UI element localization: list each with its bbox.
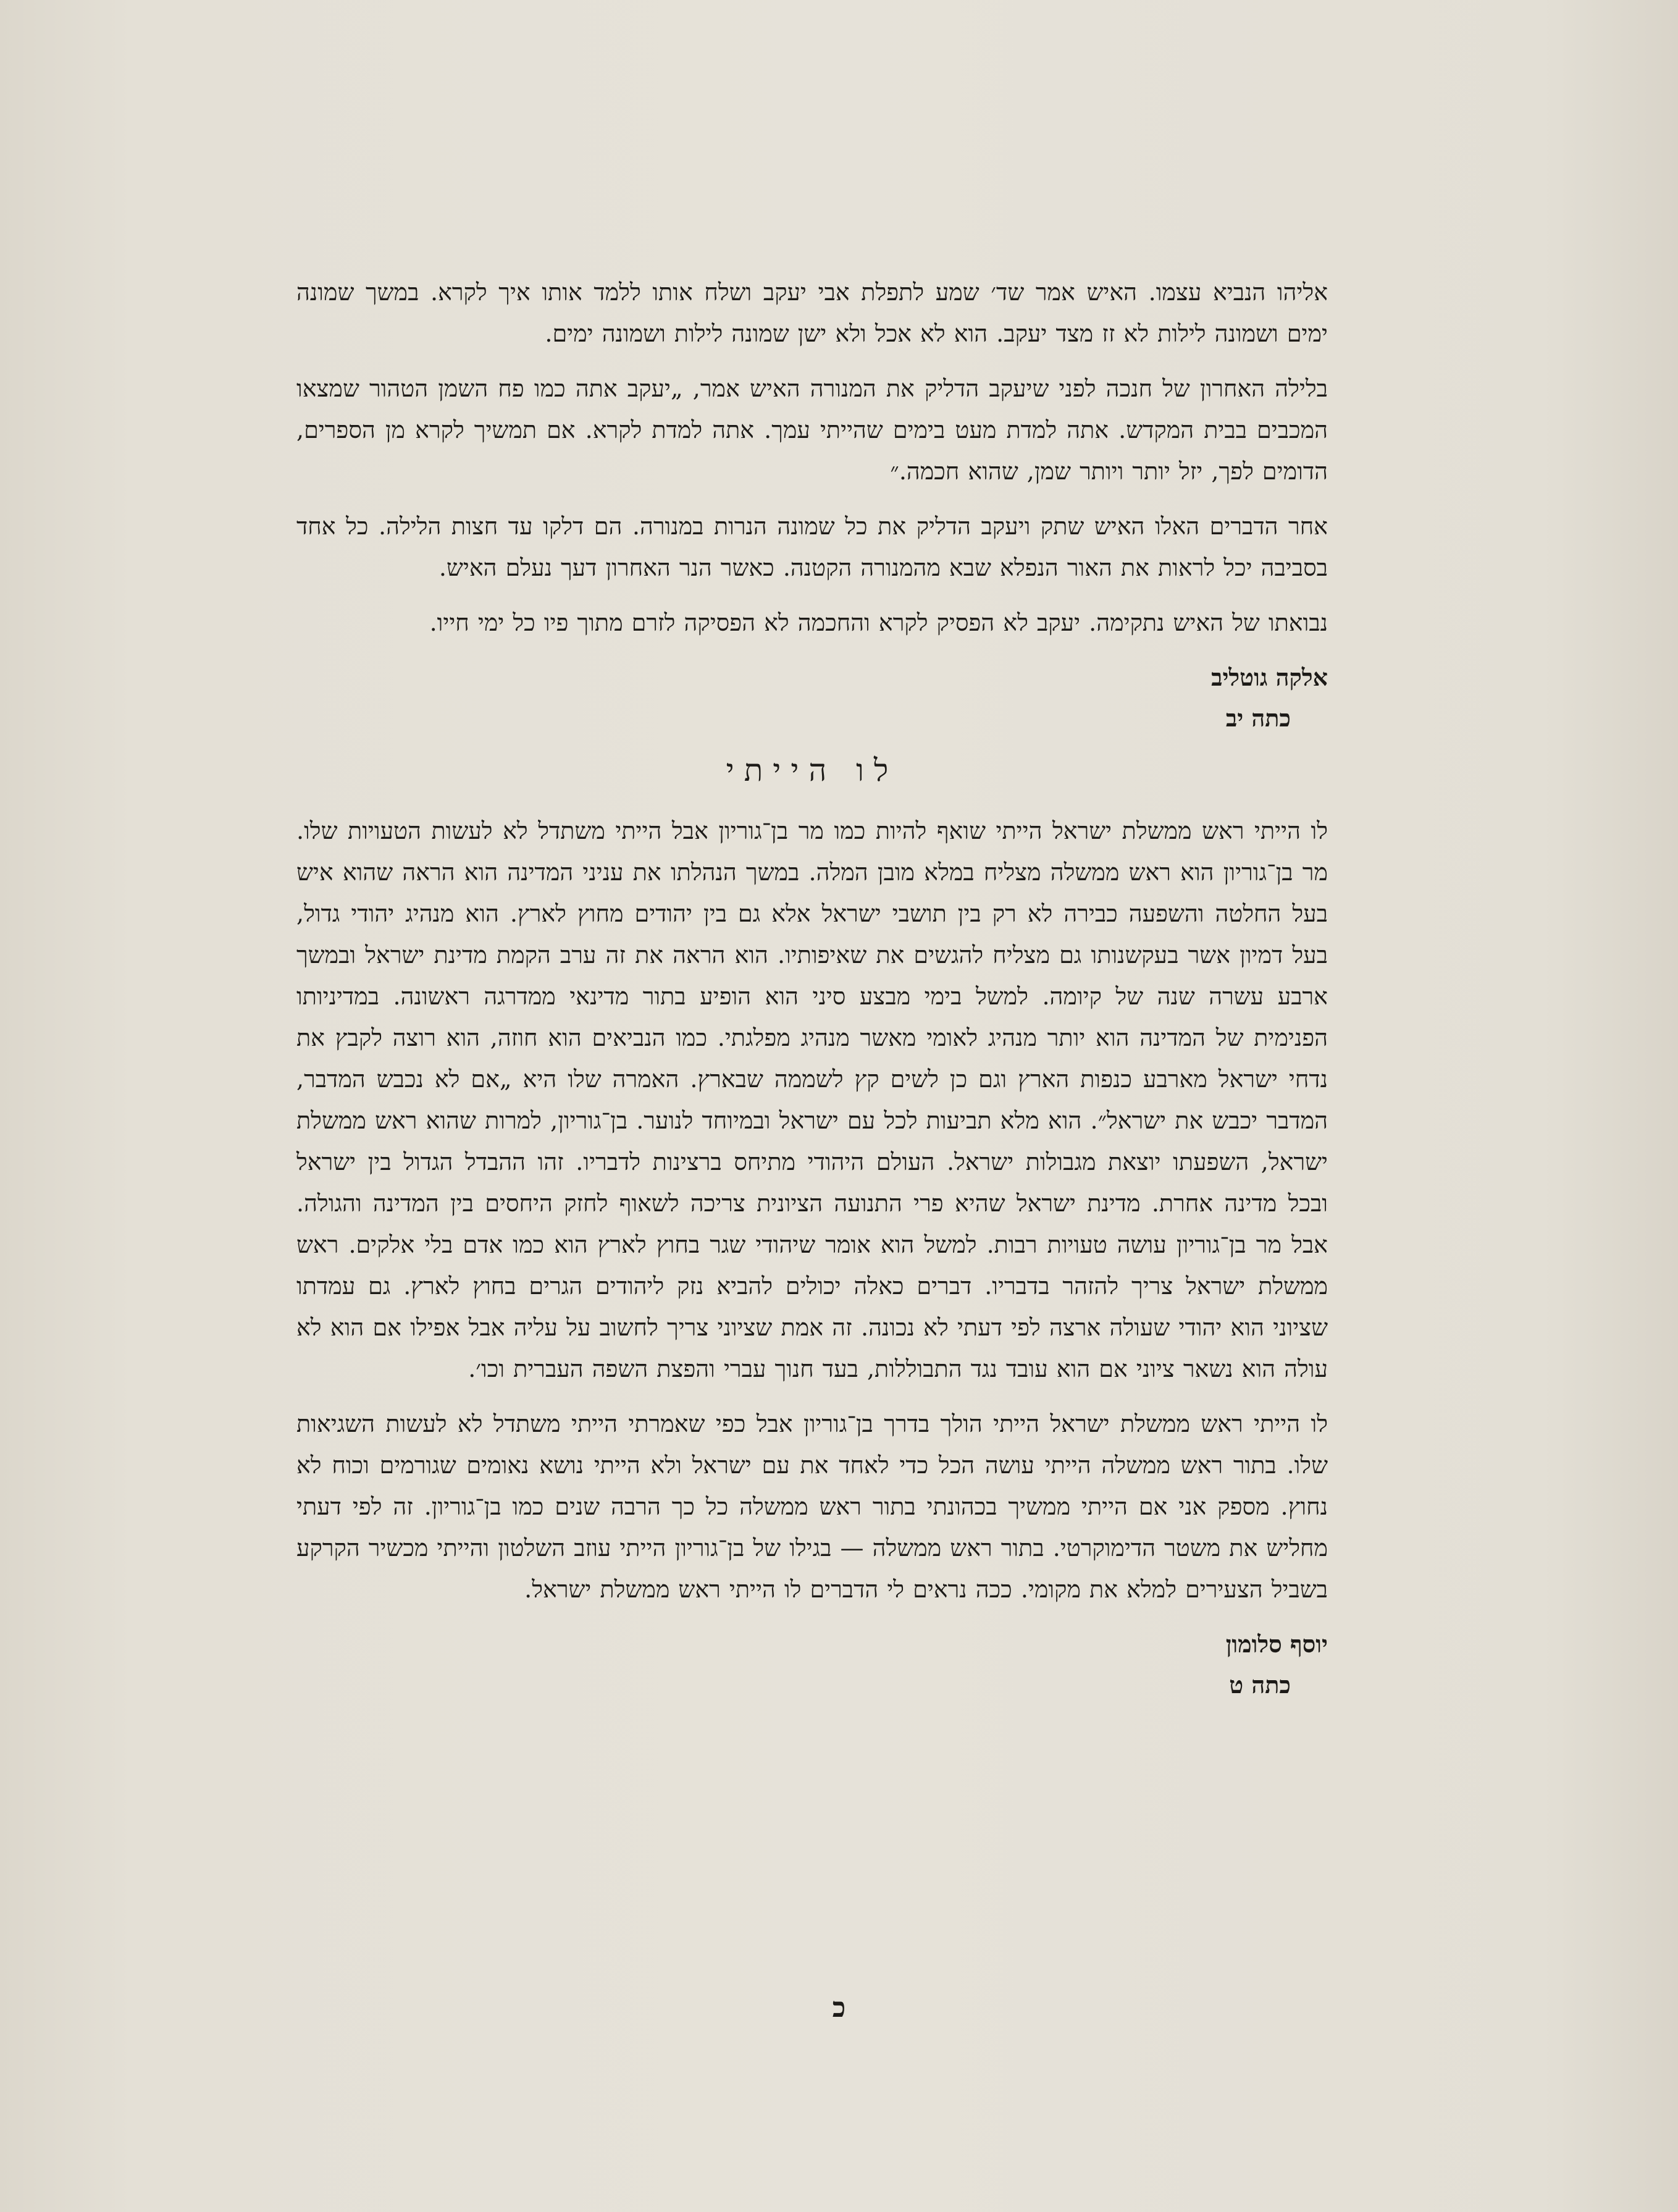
author-class: כתה ט: [1229, 1671, 1291, 1699]
author-name: אלקה גוטליב: [1211, 663, 1328, 691]
paragraph: לו הייתי ראש ממשלת ישראל הייתי הולך בדרך בן־גוריון אבל כפי שאמרתי הייתי משתדל לא לעשות השגיאות שלו. בתור ראש ממשלה הייתי עושה הכל כדי לאחד את עם ישראל ולא הייתי נושא נאומים שגורמים וכוח לא נחוץ. מספק אני אם הייתי ממשיך בכהונתי בתור ראש ממשלה כל כך הרבה שנים כמו בן־גוריון. זה לפי דעתי מחליש את משטר הדימוקרטי. בתור ראש ממשלה — בגילו של בן־גוריון הייתי עוזב השלטון והייתי מכשיר הקרקע בשביל הצעירים למלא את מקומי. ככה נראים לי הדברים לו הייתי ראש ממשלת ישראל.: [296, 1410, 1328, 1603]
paragraph: אליהו הנביא עצמו. האיש אמר שד׳ שמע לתפלת אבי יעקב ושלח אותו ללמד אותו איך לקרא. במשך שמונה ימים ושמונה לילות לא זז מצד יעקב. הוא לא אכל ולא ישן שמונה לילות ושמונה ימים.: [296, 279, 1328, 347]
paragraph: בלילה האחרון של חנכה לפני שיעקב הדליק את המנורה האיש אמר, „יעקב אתה כמו פח השמן הטהור שמצאו המכבים בבית המקדש. אתה למדת מעט בימים שהייתי עמך. אתה למדת לקרא. אם תמשיך לקרא מן הספרים, הדומים לפך, יזל יותר ויותר שמן, שהוא חכמה.״: [296, 375, 1328, 485]
text-column: [296, 272, 1328, 1705]
author-class: כתה יב: [1225, 704, 1291, 732]
author-signature: [296, 1624, 1328, 1705]
story-continuation: [296, 272, 1328, 739]
author-name: יוסף סלומון: [1225, 1630, 1328, 1658]
paragraph: נבואתו של האיש נתקימה. יעקב לא הפסיק לקרא והחכמה לא הפסיקה לזרם מתוך פיו כל ימי חייו.: [429, 609, 1328, 636]
author-signature: [296, 657, 1328, 739]
page-number: כ: [832, 1992, 846, 2024]
paragraph: לו הייתי ראש ממשלת ישראל הייתי שואף להיות כמו מר בן־גוריון אבל הייתי משתדל לא לעשות הטעויות שלו. מר בן־גוריון הוא ראש ממשלה מצליח במלא מובן המלה. במשך הנהלתו את עניני המדינה הוא הראה שהוא איש בעל החלטה והשפעה כבירה לא רק בין תושבי ישראל אלא גם בין יהודים מחוץ לארץ. הוא מנהיג יהודי גדול, בעל דמיון אשר בעקשנותו גם מצליח להגשים את שאיפותיו. הוא הראה את זה ערב הקמת מדינת ישראל ובמשך ארבע עשרה שנה של קיומה. למשל בימי מבצע סיני הוא הופיע בתור מדינאי ממדרגה ראשונה. במדיניותו הפנימית של המדינה הוא יותר מנהיג לאומי מאשר מנהיג מפלגתי. כמו הנביאים הוא חוזה, הוא רוצה לקבץ את נדחי ישראל מארבע כנפות הארץ וגם כן לשים קץ לשממה שבארץ. האמרה שלו היא „אם לא נכבש המדבר, המדבר יכבש את ישראל״. הוא מלא תביעות לכל עם ישראל ובמיוחד לנוער. בן־גוריון, למרות שהוא ראש ממשלת ישראל, השפעתו יוצאת מגבולות ישראל. העולם היהודי מתיחס ברצינות לדבריו. זהו ההבדל הגדול בין ישראל ובכל מדינה אחרת. מדינת ישראל שהיא פרי התנועה הציונית צריכה לשאוף לחזק היחסים בין המדינה והגולה. אבל מר בן־גוריון עושה טעויות רבות. למשל הוא אומר שיהודי שגר בחוץ לארץ הוא כמו אדם בלי אלקים. ראש ממשלת ישראל צריך להזהר בדבריו. דברים כאלה יכולים להביא נזק ליהודים הגרים בחוץ לארץ. גם עמדתו שציוני הוא יהודי שעולה ארצה לפי דעתי לא נכונה. זה אמת שציוני צריך לחשוב על עליה אבל אפילו אם הוא לא עולה הוא נשאר ציוני אם הוא עובד נגד התבוללות, בעד חנוך עברי והפצת השפה העברית וכו׳.: [296, 817, 1328, 1382]
essay-title: לו הייתי: [726, 752, 899, 788]
essay: [296, 749, 1328, 1705]
paragraph: אחר הדברים האלו האיש שתק ויעקב הדליק את כל שמונה הנרות במנורה. הם דלקו עד חצות הלילה. כל אחד בסביבה יכל לראות את האור הנפלא שבא מהמנורה הקטנה. כאשר הנר האחרון דעך נעלם האיש.: [296, 513, 1328, 581]
